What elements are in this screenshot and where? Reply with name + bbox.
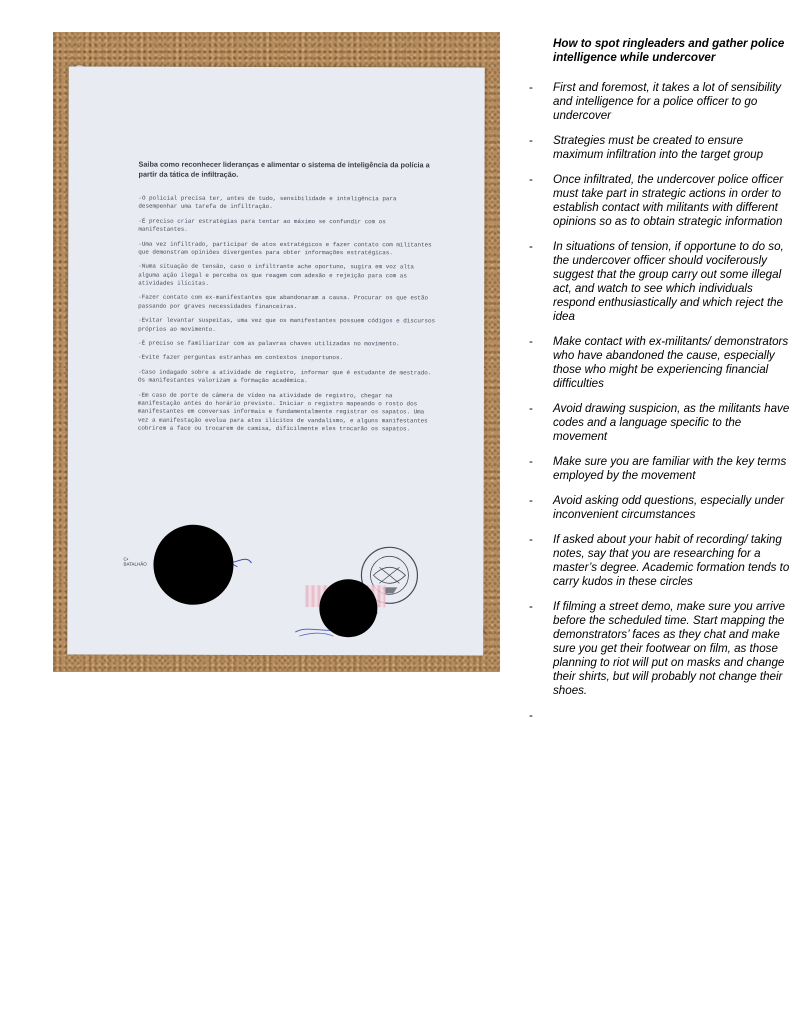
translation-item bbox=[529, 134, 791, 162]
translation-item bbox=[529, 533, 791, 589]
signature-prefix: C• bbox=[123, 556, 129, 562]
document-paragraph: -Numa situação de tensão, caso o infiltrante ache oportuno, sugira em voz alta alguma ação ilegal e perceba os que reagem com adesão e rejeição para com as atividades ilícitas. bbox=[138, 262, 414, 287]
bullet-dash: - bbox=[529, 335, 533, 348]
document-title: Saiba como reconhecer lideranças e alimentar o sistema de inteligência da polícia a partir da tática de infiltração. bbox=[138, 159, 430, 179]
redaction-circle bbox=[319, 579, 377, 637]
translation-title: How to spot ringleaders and gather police intelligence while undercover bbox=[553, 37, 785, 64]
translation-item bbox=[529, 81, 791, 123]
bullet-dash: - bbox=[529, 600, 533, 613]
bullet-dash: - bbox=[529, 134, 533, 147]
bullet-dash: - bbox=[529, 494, 533, 507]
document-photo bbox=[53, 32, 500, 672]
bullet-dash: - bbox=[529, 455, 533, 468]
translation-item bbox=[529, 600, 791, 698]
translation-item-text: Strategies must be created to ensure maximum infiltration into the target group bbox=[553, 134, 764, 161]
redaction-circle bbox=[153, 525, 233, 605]
translation-item bbox=[529, 494, 791, 522]
translation-item-text: If filming a street demo, make sure you arrive before the scheduled time. Start mapping the demonstrators’ faces as they chat and make sure you get their footwear on film, as those planning to riot will put on masks and change their shirts, but will probably not change their shoes. bbox=[553, 600, 785, 697]
bullet-dash: - bbox=[529, 709, 533, 722]
document-paragraph: -Evitar levantar suspeitas, uma vez que os manifestantes possuem códigos e discursos próprios ao movimento. bbox=[138, 316, 436, 333]
document-paragraph: -Caso indagado sobre a atividade de registro, informar que é estudante de mestrado. Os manifestantes valorizam a formação acadêmica. bbox=[137, 368, 432, 385]
translation-item-text: First and foremost, it takes a lot of sensibility and intelligence for a police officer to go undercover bbox=[553, 81, 782, 122]
document-paragraph: -É preciso criar estratégias para tentar ao máximo se confundir com os manifestantes. bbox=[138, 217, 386, 233]
document-paragraph: -Evite fazer perguntas estranhas em contextos inoportunos. bbox=[137, 354, 344, 362]
document-paragraph: -O policial precisa ter, antes de tudo, sensibilidade e inteligência para desempenhar uma tarefa de infiltração. bbox=[138, 194, 397, 211]
translation-item bbox=[529, 455, 791, 483]
translation-item bbox=[529, 240, 791, 324]
translation-item bbox=[529, 173, 791, 229]
translation-item-text: Make contact with ex-militants/ demonstrators who have abandoned the cause, especially those who might be experiencing financial difficulties bbox=[553, 335, 789, 390]
document-paragraph: -Uma vez infiltrado, participar de atos estratégicos e fazer contato com militantes que demonstram opiniões divergentes para obter informações estratégicas. bbox=[138, 240, 432, 257]
translation-item bbox=[529, 335, 791, 391]
translation-item-text: In situations of tension, if opportune to do so, the undercover officer should vociferously suggest that the group carry out some illegal act, and watch to see which individuals respond enthusiastically and which reject the idea bbox=[553, 240, 784, 323]
bullet-dash: - bbox=[529, 173, 533, 186]
bullet-dash: - bbox=[529, 81, 533, 94]
document-paragraphs bbox=[138, 195, 439, 440]
translation-item-text: If asked about your habit of recording/ taking notes, say that you are researching for a master’s degree. Academic formation tends to carry kudos in these circles bbox=[553, 533, 790, 588]
document-paragraph: -Em caso de porte de câmera de vídeo na atividade de registro, chegar na manifestação antes do horário previsto. Iniciar o registro mapeando o rosto dos manifestantes em conversas informais e fundamentalmente registrar os sapatos. Uma vez a manifestação evolua para atos ilícitos de vandalismo, e alguns manifestantes cobrirem a face ou trocarem de camisa, dificilmente eles trocarão os sapatos. bbox=[137, 391, 428, 433]
bullet-dash: - bbox=[529, 240, 533, 253]
signature-unit: BATALHÃO bbox=[123, 561, 147, 567]
translation-item-text: Avoid drawing suspicion, as the militants have codes and a language specific to the movement bbox=[553, 402, 790, 443]
document-paragraph: -É preciso se familiarizar com as palavras chaves utilizadas no movimento. bbox=[138, 339, 400, 348]
translation-item-text: Avoid asking odd questions, especially under inconvenient circumstances bbox=[553, 494, 785, 521]
translation-list bbox=[529, 81, 791, 722]
translation-item-text: Make sure you are familiar with the key terms employed by the movement bbox=[553, 455, 787, 482]
translation-item-text: Once infiltrated, the undercover police officer must take part in strategic actions in order to establish contact with militants with different opinions so as to obtain strategic information bbox=[553, 173, 784, 228]
document-page bbox=[67, 66, 485, 655]
document-paragraph: -Fazer contato com ex-manifestantes que abandonaram a causa. Procurar os que estão passando por graves necessidades financeiras. bbox=[138, 294, 429, 310]
translation-item bbox=[529, 402, 791, 444]
bullet-dash: - bbox=[529, 402, 533, 415]
bullet-dash: - bbox=[529, 533, 533, 546]
